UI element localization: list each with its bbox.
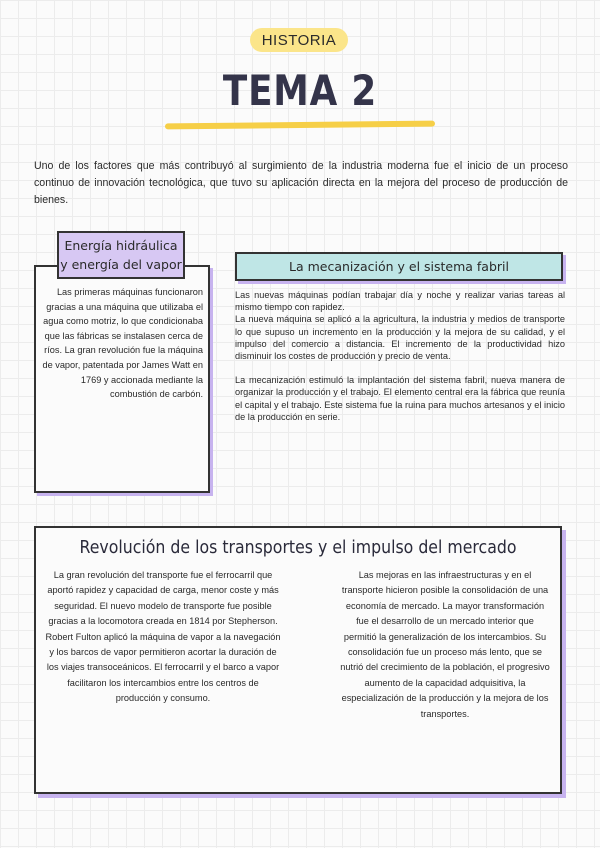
intro-paragraph: Uno de los factores que más contribuyó al surgimiento de la industria moderna fue el inicio de un proceso continuo de innovación tecnológica, que tuvo su aplicación directa en la mejora del proceso de producción de bienes. [34, 160, 568, 206]
mechanization-text [235, 289, 565, 435]
transport-left-text: La gran revolución del transporte fue el ferrocarril que aportó rapidez y capacidad de carga, menor coste y más seguridad. El nuevo modelo de transporte fue posible gracias a la locomotora creada en 1814 por Stepherson. Robert Fulton aplicó la máquina de vapor a la navegación y los barcos de vapor permitieron acortar la duración de los viajes transoceánicos. El ferrocarril y el barco a vapor facilitaron los intercambios entre los centros de producción y consumo. [45, 570, 281, 704]
mechanization-paragraph: La mecanización estimuló la implantación del sistema fabril, nueva manera de organizar la producción y el trabajo. El elemento central era la fábrica que reunía el capital y el trabajo. Este sistema fue la ruina para muchos artesanos y el inicio de la producción en serie. [235, 375, 565, 422]
energy-box-label: Energía hidráulica y energía del vapor [57, 231, 185, 279]
mechanization-paragraph: Las nuevas máquinas podían trabajar día y noche y realizar varias tareas al mismo tiempo con rapidez. La nueva máquina se aplicó a la agricultura, la industria y medios de transporte lo que supuso un incremento en la producción y la mejora de su calidad, y el impulso del comercio a distancia. El incremento de la productividad hizo disminuir los costes de producción y precio de venta. [235, 290, 565, 362]
page-title: TEMA 2 [222, 66, 378, 115]
transport-right-text: Las mejoras en las infraestructuras y en el transporte hicieron posible la consolidación de una economía de mercado. La mayor transformación fue el desarrollo de un mercado interior que permitió la generalización de los intercambios. Su consolidación fue un proceso más lento, que se nutrió del crecimiento de la población, el progresivo aumento de la capacidad adquisitiva, la especialización de la producción y la mejora de los transportes. [340, 570, 550, 719]
energy-box-text: Las primeras máquinas funcionaron gracias a una máquina que utilizaba el agua como motriz, lo que condicionaba que las fábricas se instalasen cerca de ríos. La gran revolución fue la máquina de vapor, patentada por James Watt en 1769 y accionada mediante la combustión de carbón. [42, 287, 203, 400]
subject-badge: HISTORIA [250, 28, 348, 52]
transport-title: Revolución de los transportes y el impulso del mercado [79, 538, 517, 558]
mechanization-label: La mecanización y el sistema fabril [235, 252, 563, 281]
title-underline [165, 121, 435, 130]
